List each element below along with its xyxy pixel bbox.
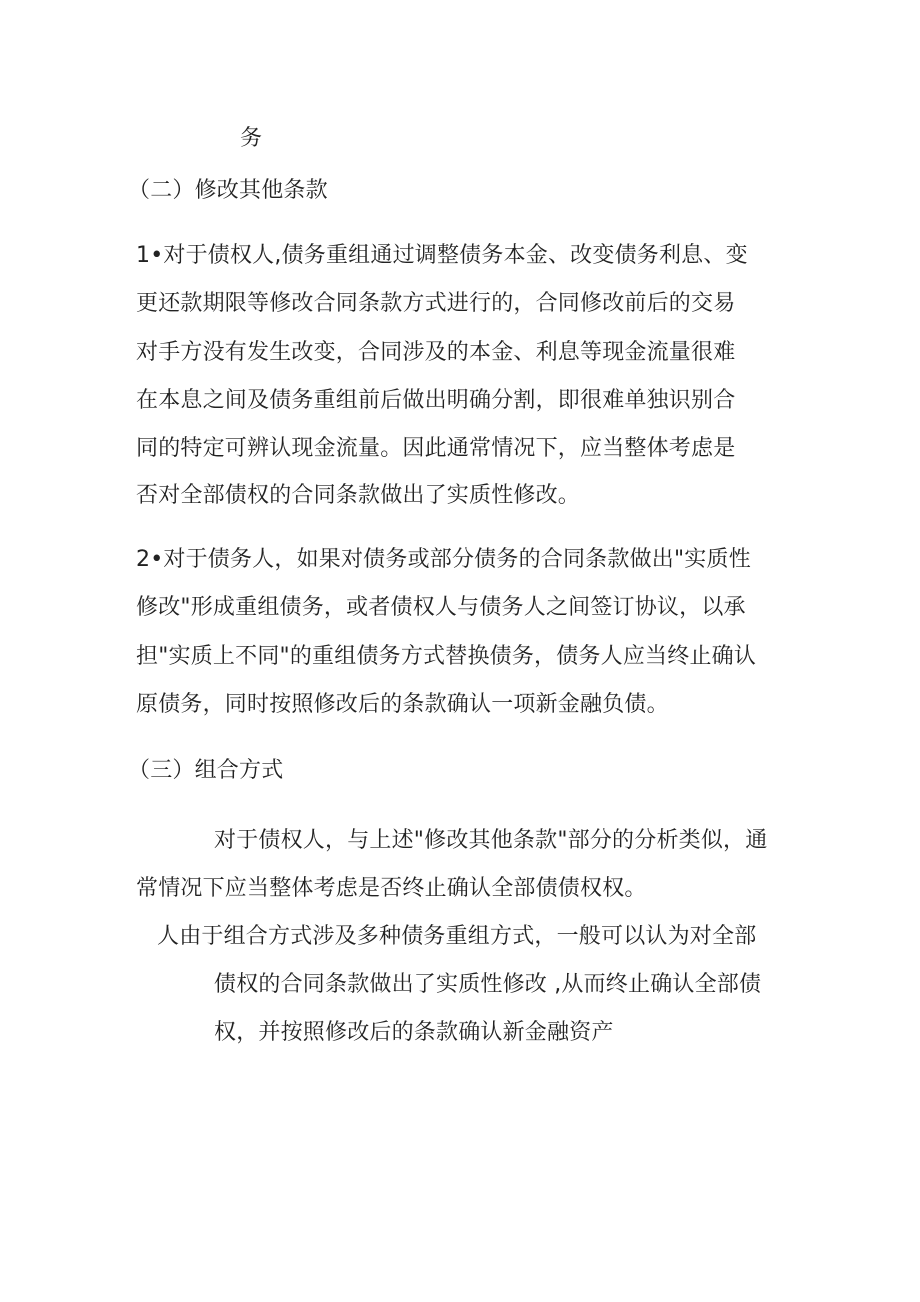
paragraph-line: 权，并按照修改后的条款确认新金融资产 (214, 1020, 614, 1045)
paragraph-line: 1•对于债权人,债务重组通过调整债务本金、改变债务利息、变 (136, 243, 748, 268)
paragraph-line: 同的特定可辨认现金流量。因此通常情况下，应当整体考虑是 (136, 436, 736, 461)
paragraph-line: 否对全部债权的合同条款做出了实质性修改。 (136, 483, 581, 508)
section-heading-2: （二）修改其他条款 (128, 178, 328, 203)
paragraph-line: 更还款期限等修改合同条款方式进行的，合同修改前后的交易 (136, 291, 736, 316)
paragraph-line: 债权的合同条款做出了实质性修改 ,从而终止确认全部债 (214, 972, 762, 997)
paragraph-line: 2•对于债务人，如果对债务或部分债务的合同条款做出"实质性 (136, 547, 751, 572)
section-heading-3: （三）组合方式 (128, 758, 284, 783)
fragment-text: 务 (240, 126, 263, 151)
paragraph-line: 在本息之间及债务重组前后做出明确分割，即很难单独识别合 (136, 388, 736, 413)
paragraph-line: 修改"形成重组债务，或者债权人与债务人之间签订协议，以承 (136, 595, 746, 620)
paragraph-line: 常情况下应当整体考虑是否终止确认全部债债权权。 (136, 876, 647, 901)
paragraph-line: 原债务，同时按照修改后的条款确认一项新金融负债。 (136, 692, 669, 717)
paragraph-line: 对于债权人，与上述"修改其他条款"部分的分析类似，通 (214, 828, 768, 853)
paragraph-line: 对手方没有发生改变，合同涉及的本金、利息等现金流量很难 (136, 340, 736, 365)
paragraph-line: 人由于组合方式涉及多种债务重组方式，一般可以认为对全部 (157, 924, 757, 949)
paragraph-line: 担"实质上不同"的重组债务方式替换债务，债务人应当终止确认 (136, 644, 757, 669)
